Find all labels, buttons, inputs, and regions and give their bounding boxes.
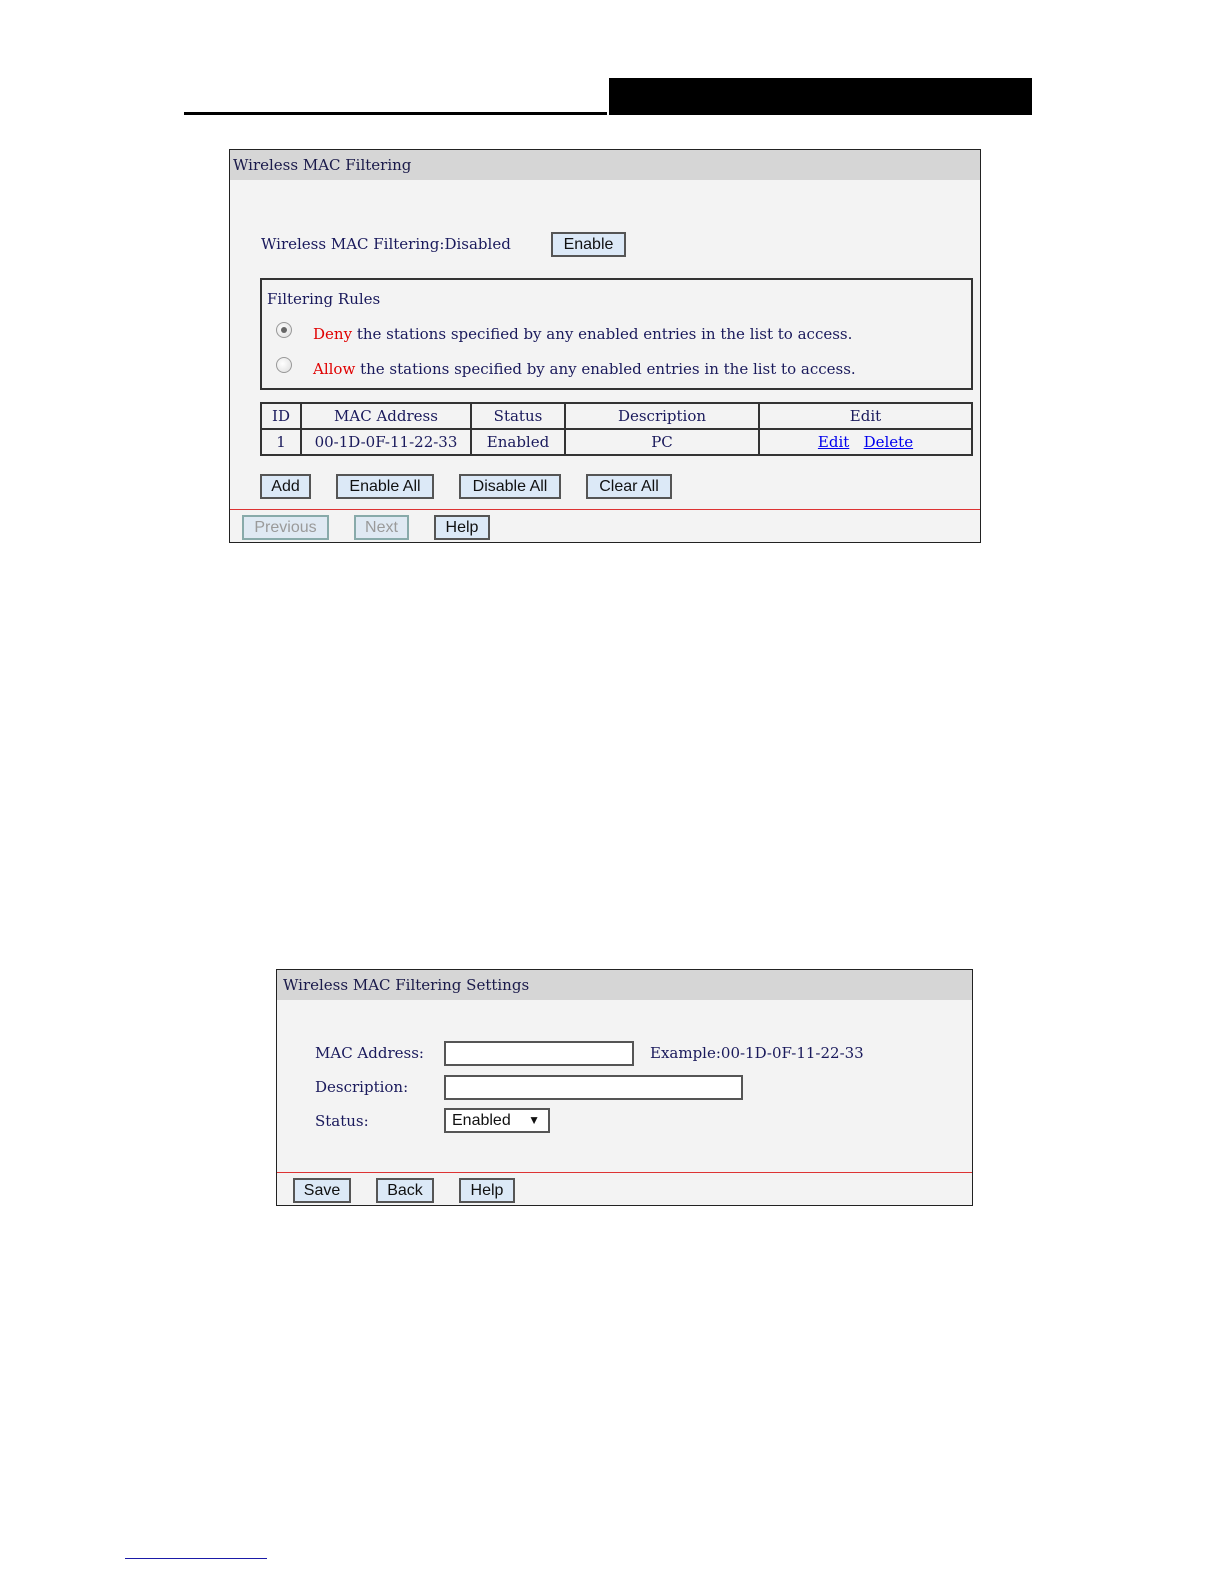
col-edit: Edit xyxy=(759,403,972,429)
clear-all-button[interactable]: Clear All xyxy=(586,474,672,499)
panel-title: Wireless MAC Filtering xyxy=(230,150,980,180)
col-status: Status xyxy=(471,403,565,429)
divider xyxy=(230,509,980,510)
allow-radio[interactable] xyxy=(276,357,292,373)
header-bar xyxy=(607,78,1032,115)
cell-description: PC xyxy=(565,429,759,455)
add-button[interactable]: Add xyxy=(260,474,311,499)
description-label: Description: xyxy=(315,1078,409,1096)
filtering-rules-title: Filtering Rules xyxy=(267,290,381,308)
status-select[interactable] xyxy=(444,1108,550,1133)
previous-button[interactable]: Previous xyxy=(242,515,329,540)
deny-text: the stations specified by any enabled entries in the list to access. xyxy=(356,325,853,343)
divider xyxy=(277,1172,972,1173)
table-row xyxy=(261,429,972,455)
filtering-status: Wireless MAC Filtering:Disabled xyxy=(261,235,511,253)
back-button[interactable]: Back xyxy=(376,1178,434,1203)
help-button[interactable]: Help xyxy=(434,515,490,540)
allow-rule xyxy=(313,360,856,378)
help-button[interactable]: Help xyxy=(459,1178,515,1203)
mac-filtering-settings-panel xyxy=(276,969,973,1206)
col-id: ID xyxy=(261,403,301,429)
mac-table xyxy=(260,402,973,456)
deny-radio[interactable] xyxy=(276,322,292,338)
col-description: Description xyxy=(565,403,759,429)
mac-address-input[interactable] xyxy=(444,1041,634,1066)
mac-example: Example:00-1D-0F-11-22-33 xyxy=(650,1044,864,1062)
delete-link[interactable]: Delete xyxy=(863,433,914,451)
mac-filtering-panel xyxy=(229,149,981,543)
mac-address-label: MAC Address: xyxy=(315,1044,424,1062)
status-select-value: Enabled xyxy=(452,1112,511,1129)
cell-id: 1 xyxy=(261,429,301,455)
deny-rule xyxy=(313,325,852,343)
enable-button[interactable]: Enable xyxy=(551,232,626,257)
save-button[interactable]: Save xyxy=(293,1178,351,1203)
table-header-row xyxy=(261,403,972,429)
deny-keyword: Deny xyxy=(313,325,353,343)
cell-status: Enabled xyxy=(471,429,565,455)
edit-link[interactable]: Edit xyxy=(817,433,850,451)
dropdown-arrow-icon: ▼ xyxy=(528,1113,540,1127)
allow-keyword: Allow xyxy=(313,360,356,378)
description-input[interactable] xyxy=(444,1075,743,1100)
enable-all-button[interactable]: Enable All xyxy=(336,474,434,499)
footer-rule xyxy=(125,1558,267,1559)
panel-title: Wireless MAC Filtering Settings xyxy=(277,970,972,1000)
filtering-rules-box xyxy=(260,278,973,390)
status-label: Status: xyxy=(315,1112,369,1130)
cell-mac: 00-1D-0F-11-22-33 xyxy=(301,429,471,455)
disable-all-button[interactable]: Disable All xyxy=(459,474,561,499)
cell-edit xyxy=(759,429,972,455)
col-mac-address: MAC Address xyxy=(301,403,471,429)
allow-text: the stations specified by any enabled entries in the list to access. xyxy=(360,360,856,378)
next-button[interactable]: Next xyxy=(354,515,409,540)
